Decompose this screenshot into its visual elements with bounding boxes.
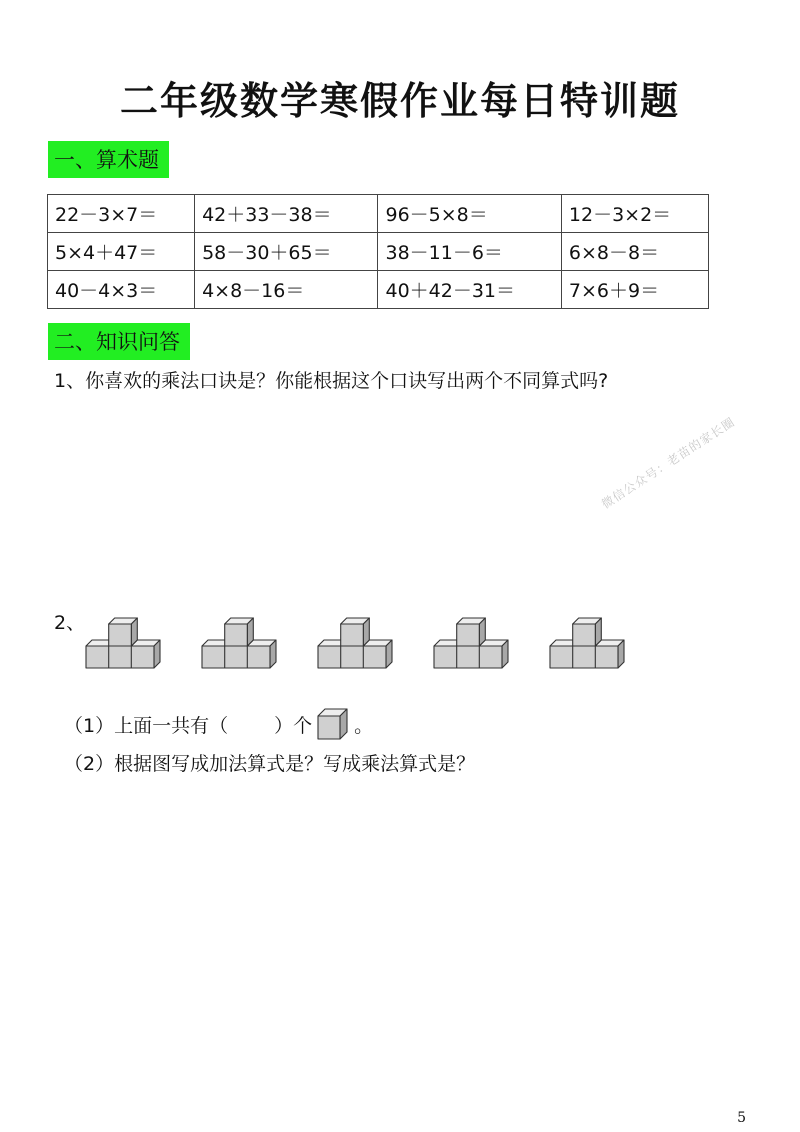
arithmetic-table bbox=[47, 194, 709, 309]
question-2-number: 2、 bbox=[54, 612, 86, 634]
page-number: 5 bbox=[737, 1110, 746, 1126]
table-cell: 4×8－16＝ bbox=[195, 271, 378, 309]
stacked-cubes-icon bbox=[84, 608, 164, 670]
question-1: 1、你喜欢的乘法口诀是？你能根据这个口诀写出两个不同算式吗? bbox=[54, 370, 609, 392]
table-row bbox=[48, 195, 709, 233]
question-2-part-2: （2）根据图写成加法算式是？写成乘法算式是？ bbox=[64, 753, 476, 775]
watermark: 微信公众号：老苗的家长圈 bbox=[599, 414, 738, 512]
table-cell: 42＋33－38＝ bbox=[195, 195, 378, 233]
question-2-part-1 bbox=[64, 707, 373, 746]
page-title: 二年级数学寒假作业每日特训题 bbox=[119, 79, 680, 123]
cube-icon bbox=[316, 707, 350, 746]
section-heading-arithmetic: 一、算术题 bbox=[48, 141, 169, 178]
table-cell: 12－3×2＝ bbox=[561, 195, 708, 233]
table-cell: 5×4＋47＝ bbox=[48, 233, 195, 271]
sub1-text-before: （1）上面一共有（ bbox=[64, 715, 229, 737]
stacked-cubes-icon bbox=[316, 608, 396, 670]
table-cell: 40＋42－31＝ bbox=[378, 271, 561, 309]
stacked-cubes-icon bbox=[548, 608, 628, 670]
table-cell: 96－5×8＝ bbox=[378, 195, 561, 233]
sub1-text-after: 。 bbox=[354, 715, 374, 737]
table-cell: 22－3×7＝ bbox=[48, 195, 195, 233]
stacked-cubes-icon bbox=[432, 608, 512, 670]
table-cell: 6×8－8＝ bbox=[561, 233, 708, 271]
stacked-cubes-icon bbox=[200, 608, 280, 670]
table-cell: 38－11－6＝ bbox=[378, 233, 561, 271]
table-row bbox=[48, 271, 709, 309]
sub1-text-middle: ）个 bbox=[274, 715, 313, 737]
table-cell: 7×6＋9＝ bbox=[561, 271, 708, 309]
table-row bbox=[48, 233, 709, 271]
section-heading-qa: 二、知识问答 bbox=[48, 323, 190, 360]
table-cell: 40－4×3＝ bbox=[48, 271, 195, 309]
cube-figures bbox=[80, 608, 640, 674]
table-cell: 58－30＋65＝ bbox=[195, 233, 378, 271]
